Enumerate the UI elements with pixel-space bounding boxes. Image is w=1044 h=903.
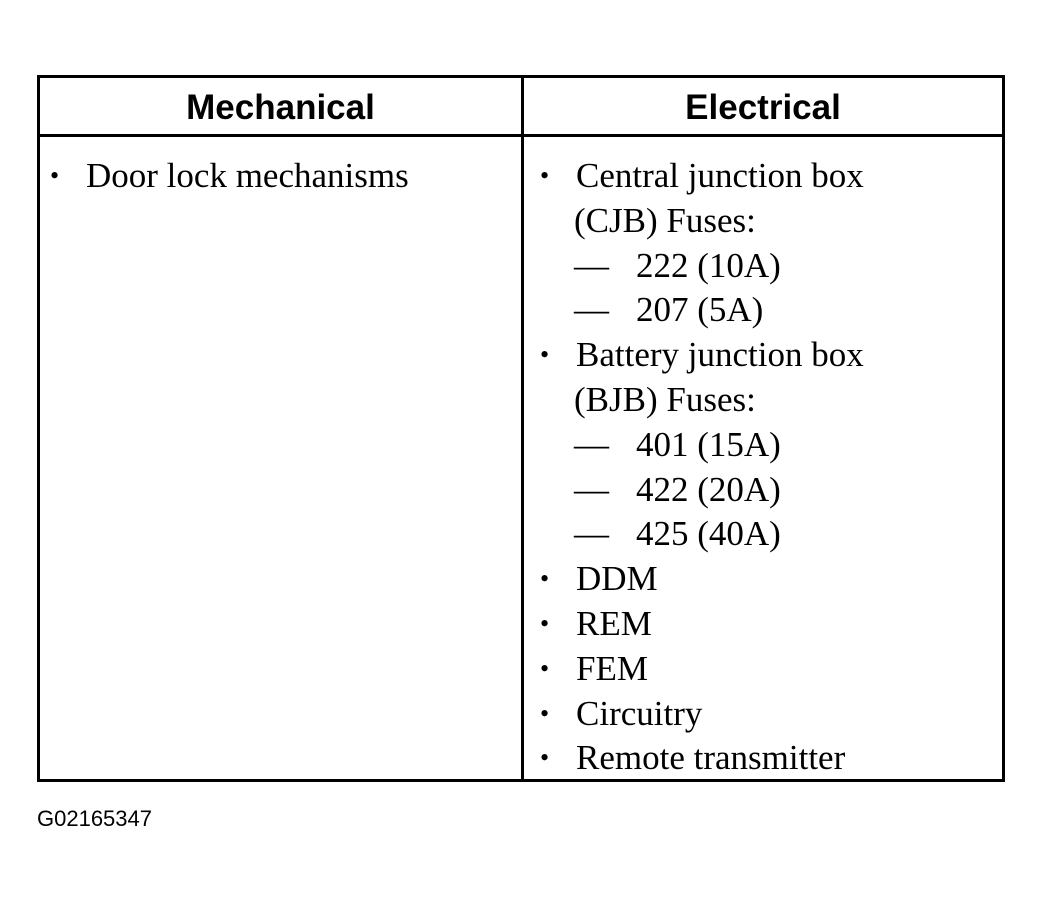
fuse-item	[540, 423, 995, 468]
item-fem: FEM	[576, 648, 648, 688]
fuse-item	[540, 512, 995, 557]
item-rem: REM	[576, 603, 652, 643]
dash-icon: —	[574, 290, 609, 330]
list-item	[540, 557, 995, 602]
cjb-label-line1: Central junction box	[576, 156, 864, 195]
fuse-item	[540, 288, 995, 333]
dash-icon: —	[574, 514, 609, 554]
fuse-item	[540, 468, 995, 513]
list-item	[540, 736, 995, 781]
figure-code: G02165347	[37, 806, 152, 831]
list-item	[540, 602, 995, 647]
electrical-column	[540, 154, 995, 781]
bjb-label-line1: Battery junction box	[576, 335, 864, 375]
header-mechanical: Mechanical	[186, 88, 375, 127]
fuse-425: 425 (40A)	[636, 514, 781, 554]
bullet-icon: •	[50, 161, 60, 190]
list-item	[50, 154, 510, 199]
bullet-icon: •	[540, 743, 550, 773]
dash-icon: —	[574, 424, 609, 464]
header-electrical: Electrical	[685, 88, 841, 127]
item-remote-transmitter: Remote transmitter	[576, 738, 846, 778]
fuse-222: 222 (10A)	[636, 245, 781, 285]
list-item	[540, 692, 995, 737]
mechanical-column	[50, 154, 510, 199]
bullet-icon: •	[540, 564, 550, 594]
list-item-cjb	[540, 154, 995, 199]
list-item-bjb	[540, 333, 995, 378]
item-ddm: DDM	[576, 559, 658, 599]
fuse-207: 207 (5A)	[636, 290, 764, 330]
dash-icon: —	[574, 469, 609, 509]
inspection-table	[37, 75, 1005, 782]
fuse-422: 422 (20A)	[636, 469, 781, 509]
bullet-icon: •	[540, 653, 550, 683]
fuse-401: 401 (15A)	[636, 424, 781, 464]
bullet-icon: •	[540, 340, 550, 370]
mechanical-item-door-lock: Door lock mechanisms	[86, 156, 409, 195]
bjb-label-line2: (BJB) Fuses:	[574, 379, 756, 419]
item-circuitry: Circuitry	[576, 693, 703, 733]
dash-icon: —	[574, 245, 609, 285]
bullet-icon: •	[540, 161, 550, 190]
fuse-item	[540, 244, 995, 289]
cjb-label-line2: (CJB) Fuses:	[574, 200, 756, 240]
column-divider	[521, 78, 524, 779]
bullet-icon: •	[540, 608, 550, 638]
list-item	[540, 647, 995, 692]
bullet-icon: •	[540, 698, 550, 728]
